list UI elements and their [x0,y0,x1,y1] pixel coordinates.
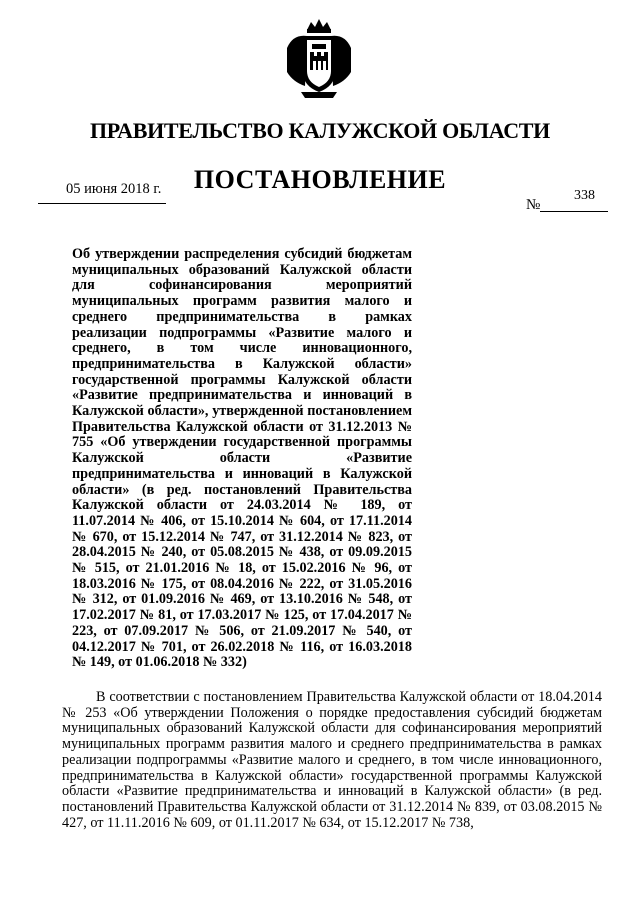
document-date: 05 июня 2018 г. [66,181,162,197]
document-number: 338 [574,188,595,203]
coat-of-arms-emblem [283,16,355,100]
number-sign: № [526,197,541,213]
government-title: ПРАВИТЕЛЬСТВО КАЛУЖСКОЙ ОБЛАСТИ [90,118,550,143]
date-underline [38,203,166,204]
document-type-title: ПОСТАНОВЛЕНИЕ [193,165,447,194]
body-paragraph: В соответствии с постановлением Правительства Калужской области от 18.04.2014 № 253 «Об утверждении Положения о порядке предоставления субсидий бюджетам муниципальных образований Калужской области для софинансирования мероприятий муниципальных программ развития малого и среднего предпринимательства в рамках реализации подпрограммы «Развитие малого и среднего, в том числе инновационного, предпринимательства в Калужской области» государственной программы Калужской области «Развитие предпринимательства и инноваций в Калужской области» (в ред. постановлений Правительства Калужской области от 31.12.2014 № 839, от 03.08.2015 № 427, от 11.11.2016 № 609, от 01.11.2017 № 634, от 15.12.2017 № 738, [62,689,602,831]
number-underline [540,211,608,212]
resolution-subject: Об утверждении распределения субсидий бюджетам муниципальных образований Калужской области для софинансирования мероприятий муниципальных программ развития малого и среднего предпринимательства в рамках реализации подпрограммы «Развитие малого и среднего, в том числе инновационного, предпринимательства в Калужской области» государственной программы Калужской области «Развитие предпринимательства и инноваций в Калужской области», утвержденной постановлением Правительства Калужской области от 31.12.2013 № 755 «Об утверждении государственной программы Калужской области «Развитие предпринимательства и инноваций в Калужской области» (в ред. постановлений Правительства Калужской области от 24.03.2014 № 189, от 11.07.2014 № 406, от 15.10.2014 № 604, от 17.11.2014 № 670, от 15.12.2014 № 747, от 31.12.2014 № 823, от 28.04.2015 № 240, от 05.08.2015 № 438, от 09.09.2015 № 515, от 21.01.2016 № 18, от 15.02.2016 № 96, от 18.03.2016 № 175, от 08.04.2016 № 222, от 31.05.2016 № 312, от 01.09.2016 № 469, от 13.10.2016 № 548, от 17.02.2017 № 81, от 17.03.2017 № 125, от 17.04.2017 № 223, от 07.09.2017 № 506, от 21.09.2017 № 540, от 04.12.2017 № 701, от 26.02.2018 № 116, от 16.03.2018 № 149, от 01.06.2018 № 332) [72,246,412,671]
